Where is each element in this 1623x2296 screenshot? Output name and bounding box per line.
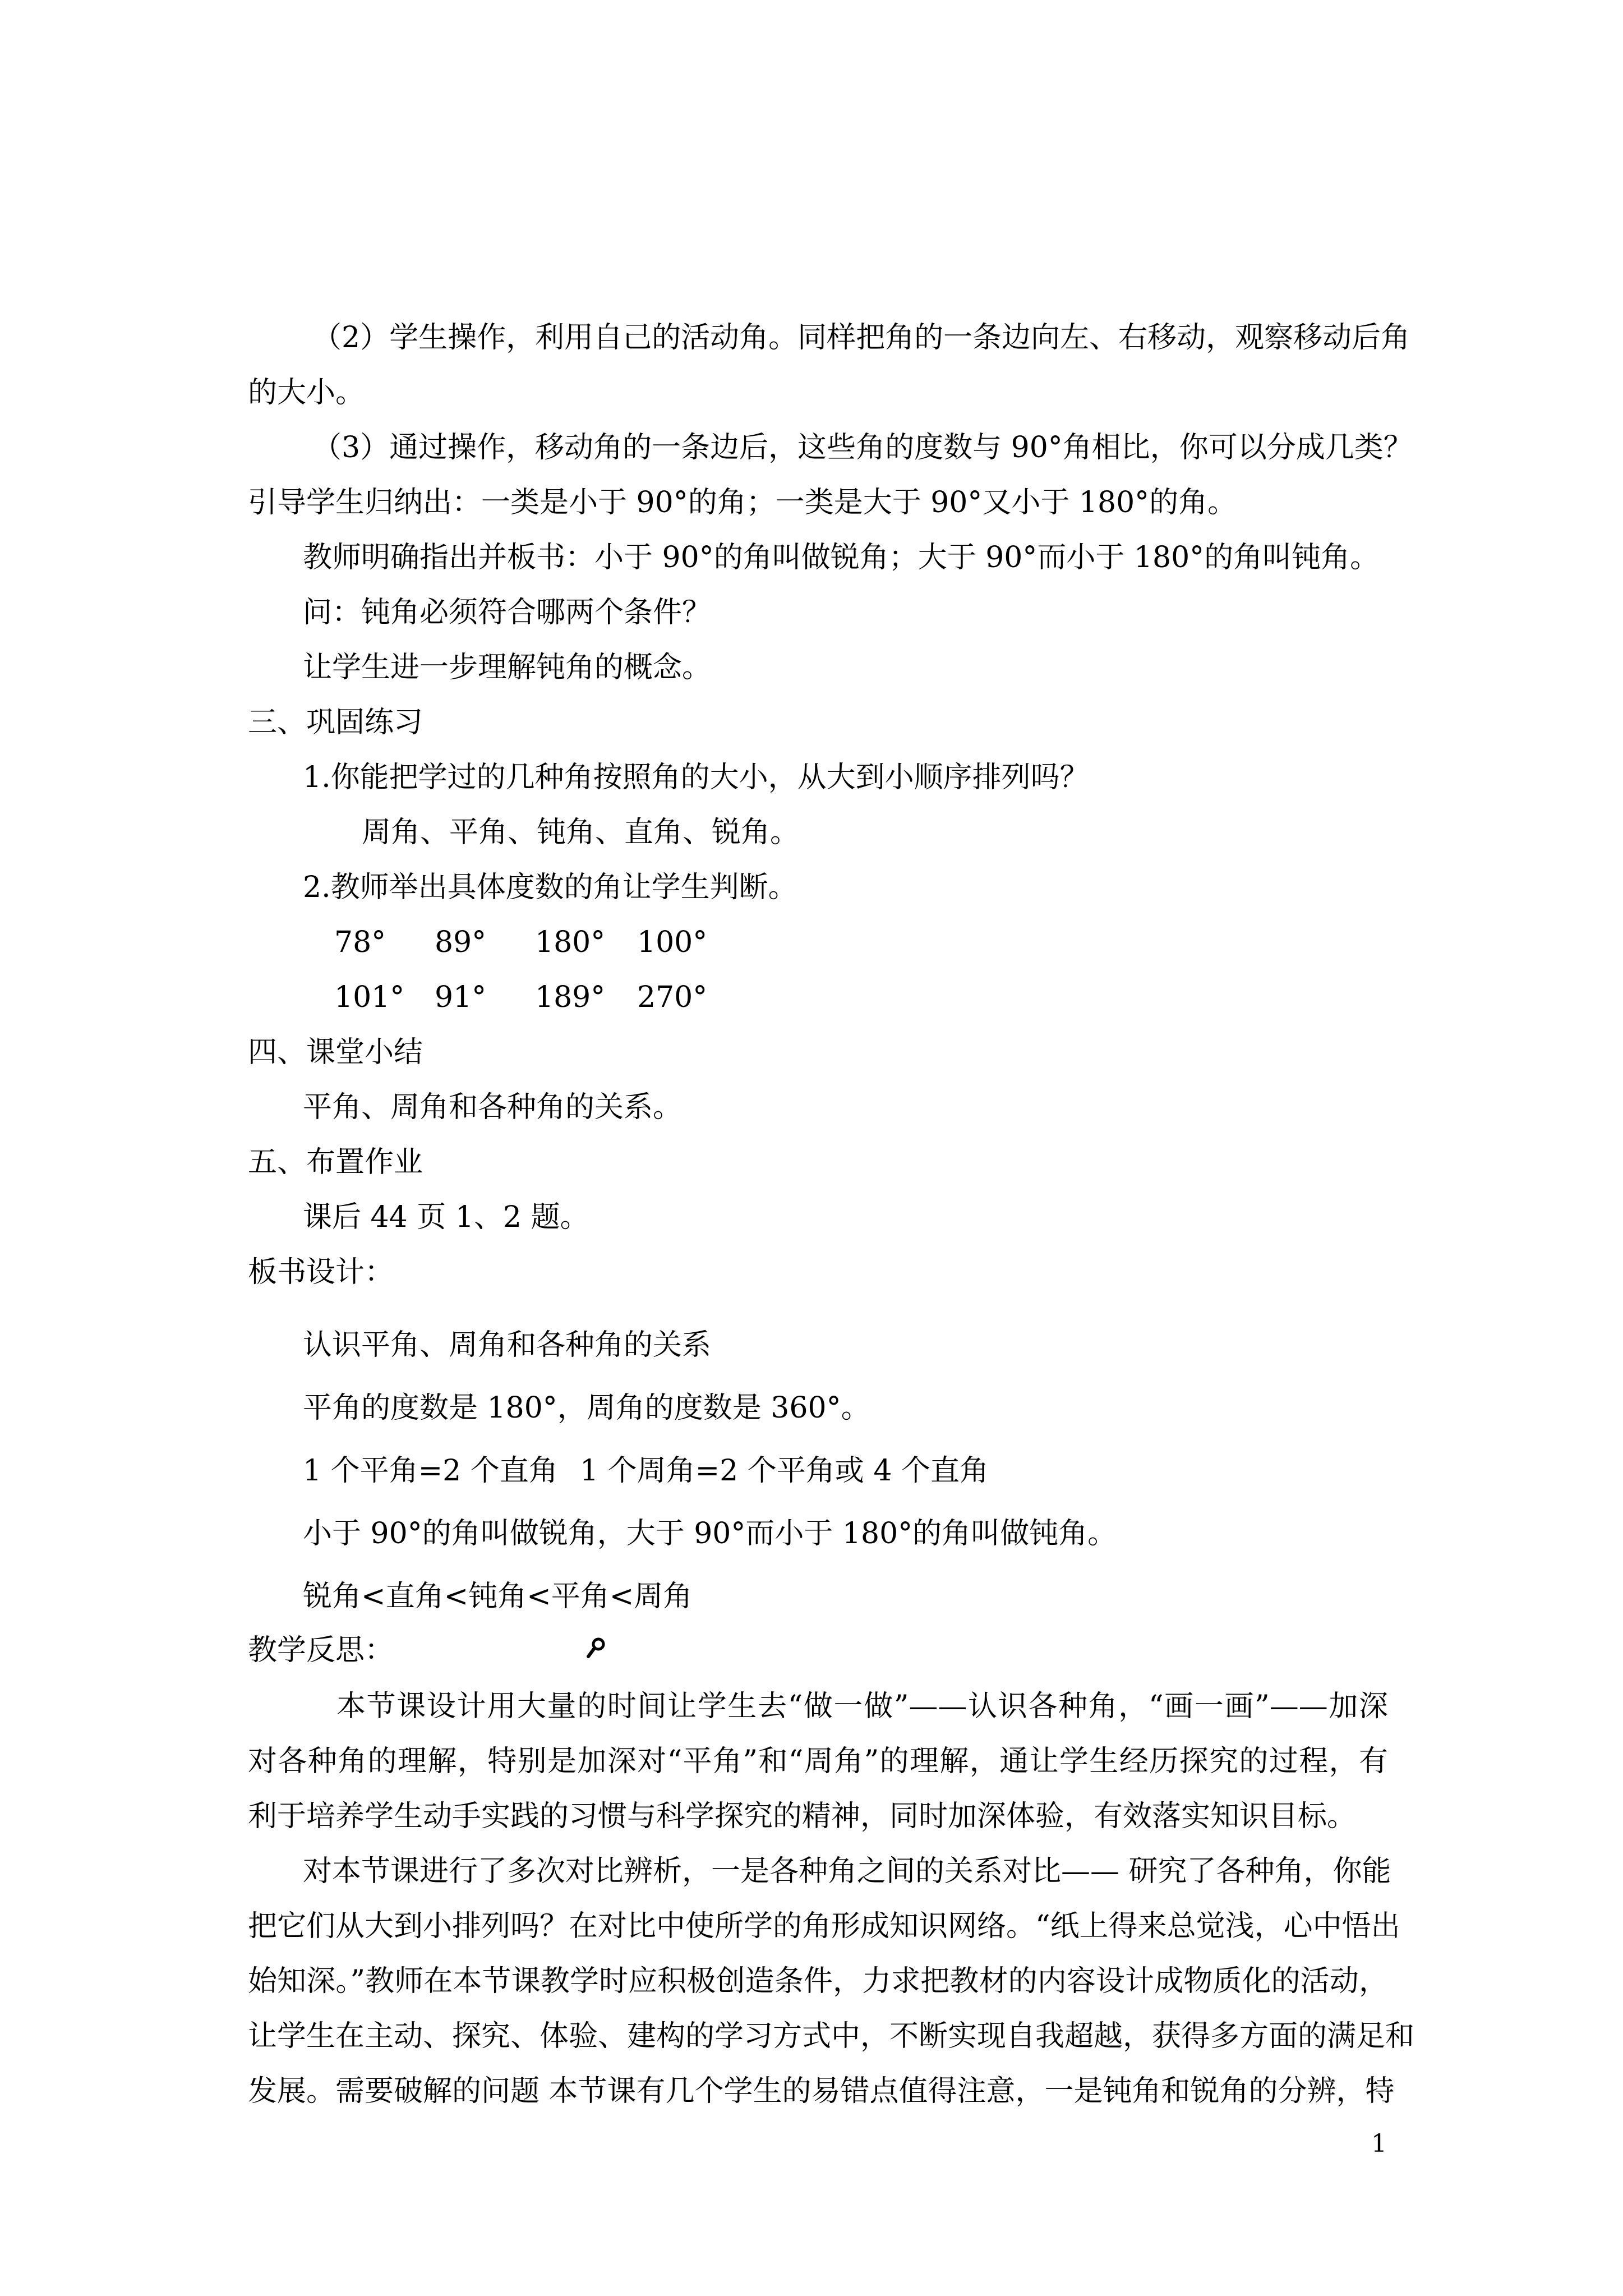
paragraph-line: 教师明确指出并板书：小于 90°的角叫做锐角；大于 90°而小于 180°的角叫钝角。 — [303, 541, 1380, 574]
paragraph-line: （3）通过操作，移动角的一条边后，这些角的度数与 90°角相比，你可以分成几类？ — [312, 431, 1413, 464]
section-heading: 四、课堂小结 — [248, 1036, 423, 1069]
paragraph-line: 的大小。 — [248, 376, 365, 409]
paragraph-line: 平角、周角和各种角的关系。 — [303, 1091, 683, 1124]
section-heading: 五、布置作业 — [248, 1145, 423, 1179]
paragraph-line: 问：钝角必须符合哪两个条件？ — [303, 596, 712, 629]
board-line: 认识平角、周角和各种角的关系 — [303, 1328, 712, 1362]
paragraph-line: 把它们从大到小排列吗？在对比中使所学的角形成知识网络。“纸上得来总觉浅，心中悟出 — [248, 1910, 1400, 1943]
paragraph-line: 对各种角的理解，特别是加深对“平角”和“周角”的理解，通让学生经历探究的过程，有 — [248, 1745, 1388, 1778]
board-line: 小于 90°的角叫做锐角，大于 90°而小于 180°的角叫做钝角。 — [303, 1517, 1117, 1550]
degree-value: 78° — [334, 926, 386, 959]
paragraph-line: 让学生进一步理解钝角的概念。 — [303, 651, 712, 684]
paragraph-line: 对本节课进行了多次对比辨析，一是各种角之间的关系对比—— 研究了各种角，你能 — [303, 1855, 1391, 1888]
section-heading: 三、巩固练习 — [248, 706, 423, 739]
degree-value: 180° — [535, 926, 606, 959]
paragraph-line: 周角、平角、钝角、直角、锐角。 — [362, 816, 800, 849]
degree-value: 101° — [334, 981, 405, 1014]
section-heading: 教学反思： — [248, 1634, 394, 1667]
paragraph-line: 让学生在主动、探究、体验、建构的学习方式中，不断实现自我超越，获得多方面的满足和 — [248, 2019, 1415, 2053]
paragraph-line: （2）学生操作，利用自己的活动角。同样把角的一条边向左、右移动，观察移动后角 — [312, 321, 1410, 355]
paragraph-line: 2.教师举出具体度数的角让学生判断。 — [303, 871, 797, 904]
paragraph-line: 1.你能把学过的几种角按照角的大小，从大到小顺序排列吗？ — [303, 761, 1089, 794]
paragraph-line: 本节课设计用大量的时间让学生去“做一做”——认识各种角，“画一画”——加深 — [336, 1690, 1388, 1723]
board-line: 1 个周角=2 个平角或 4 个直角 — [580, 1454, 989, 1488]
degree-value: 89° — [435, 926, 487, 959]
board-line: 锐角<直角<钝角<平角<周角 — [303, 1580, 693, 1613]
degree-value: 100° — [637, 926, 708, 959]
board-line: 平角的度数是 180°，周角的度数是 360°。 — [303, 1391, 870, 1425]
section-heading: 板书设计： — [248, 1255, 394, 1289]
paragraph-line: 始知深。”教师在本节课教学时应积极创造条件，力求把教材的内容设计成物质化的活动， — [248, 1964, 1388, 1998]
board-line: 1 个平角=2 个直角 — [303, 1454, 558, 1488]
degree-value: 91° — [435, 981, 487, 1014]
paragraph-line: 发展。需要破解的问题 本节课有几个学生的易错点值得注意，一是钝角和锐角的分辨，特 — [248, 2074, 1395, 2108]
degree-value: 189° — [535, 981, 606, 1014]
paragraph-line: 引导学生归纳出：一类是小于 90°的角；一类是大于 90°又小于 180°的角。 — [248, 486, 1237, 519]
paragraph-line: 课后 44 页 1、2 题。 — [303, 1200, 589, 1234]
degree-value: 270° — [637, 981, 708, 1014]
search-icon — [585, 1636, 607, 1661]
page-number: 1 — [1371, 2129, 1387, 2158]
paragraph-line: 利于培养学生动手实践的习惯与科学探究的精神，同时加深体验，有效落实知识目标。 — [248, 1800, 1357, 1833]
